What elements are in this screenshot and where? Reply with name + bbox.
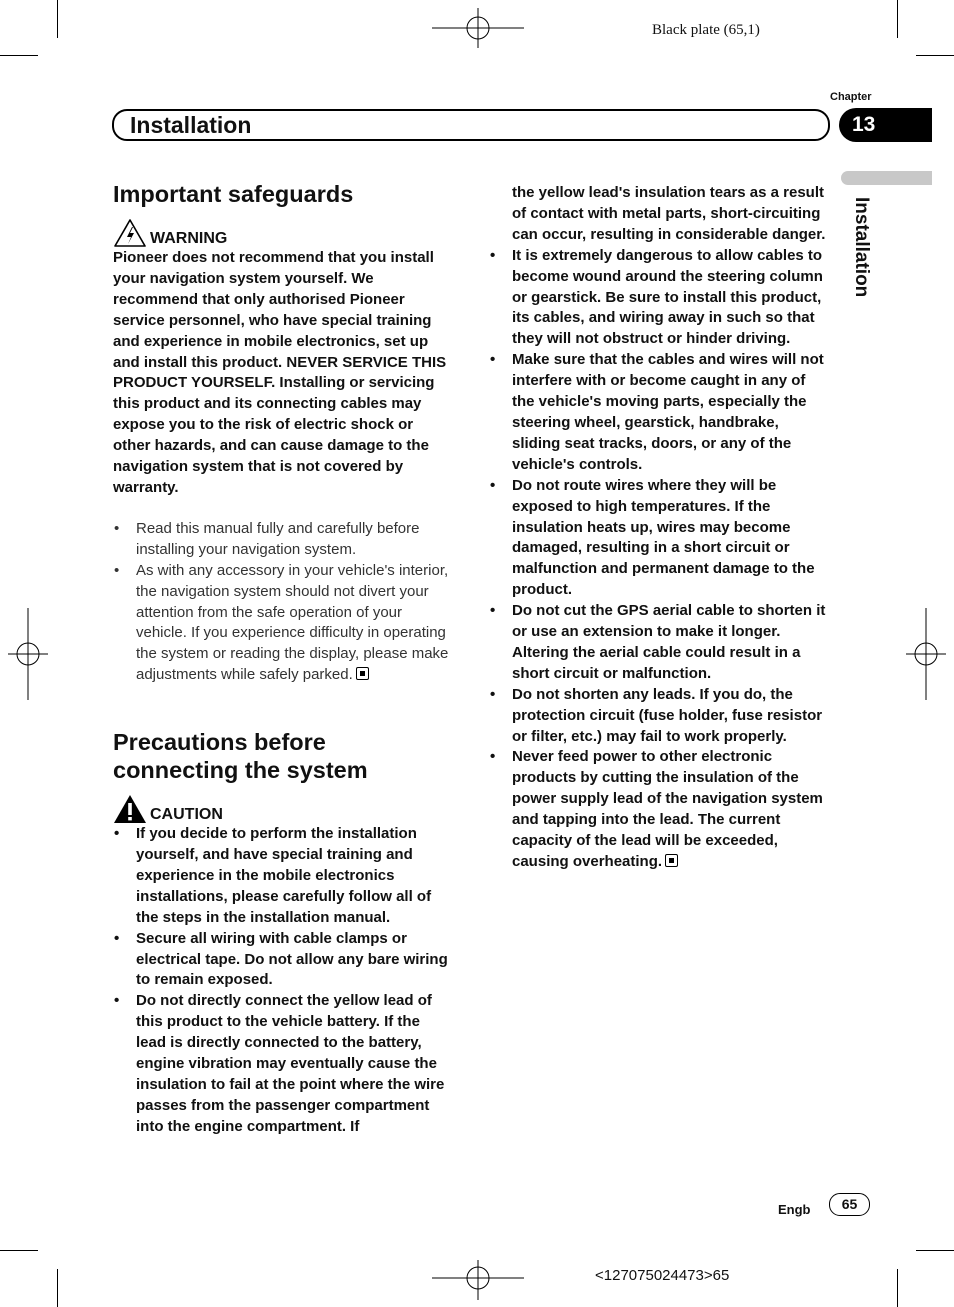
list-item-text: Do not cut the GPS aerial cable to shorten it or use an extension to make it longer. Altering the aerial cable could result in a short circuit or malfunction. [512,602,826,682]
list-item-text: If you decide to perform the installation yourself, and have special training and experience in the mobile electronics installations, please carefully follow all of the steps in the installation manual. [136,825,432,926]
caution-icon [113,794,147,824]
list-item [489,246,831,351]
heading-important-safeguards: Important safeguards [113,181,354,207]
document-code: <127075024473>65 [595,1267,730,1284]
list-item [489,685,831,748]
warning-text-b: NEVER SERVICE THIS PRODUCT YOURSELF. [113,353,447,392]
end-of-section-icon [356,667,369,680]
list-item [113,991,453,1137]
section-title: Installation [130,112,252,138]
page-number: 65 [829,1193,870,1216]
list-item [489,747,831,872]
list-item [489,476,831,601]
side-tab [850,197,872,312]
list-item [113,824,453,929]
heading-precautions: Precautions before connecting the system [113,729,368,784]
caution-header [113,790,453,824]
warning-text-a: Pioneer does not recommend that you install your navigation system yourself. We recommend that only authorised Pioneer service personnel, who have special training and experience in mobile electronics, set up and install this product. [113,249,434,371]
list-item-text: Never feed power to other electronic products by cutting the insulation of the power supply lead of the navigation system and tapping into the lead. The current capacity of the lead will be exceeded, causing overheating. [512,748,823,870]
list-item [489,601,831,685]
warning-text-c: Installing or servicing this product and its connecting cables may expose you to the risk of electric shock or other hazards, and can cause damage to the navigation system that is not covered by warranty. [113,374,435,496]
language-code: Engb [778,1202,811,1217]
list-item-text: As with any accessory in your vehicle's interior, the navigation system should not divert your attention from the safe operation of your vehicle. If you experience difficulty in operating the system or reading the display, please make adjustments while safely parked. [136,561,449,684]
side-tab-bar [841,171,932,185]
registration-mark-bottom [432,1260,524,1300]
right-column [489,183,831,873]
end-of-section-icon [665,854,678,867]
caution-label: CAUTION [150,806,223,824]
plate-info: Black plate (65,1) [652,22,760,38]
warning-text [113,248,453,499]
continued-text: the yellow lead's insulation tears as a result of contact with metal parts, short-circuiting can occur, resulting in considerable danger. [512,184,826,243]
warning-label: WARNING [150,230,228,247]
warning-electric-icon [113,218,147,248]
list-item [113,929,453,992]
caution-list [113,824,453,1138]
safeguard-list [113,519,453,686]
registration-mark-right [906,608,946,700]
section-header [112,109,830,141]
warning-header [113,214,453,248]
list-item-text: Make sure that the cables and wires will not interfere with or become caught in any of the vehicle's moving parts, especially the steering wheel, gearstick, handbrake, sliding seat tracks, doors, or any of the vehicle's controls. [512,351,824,473]
list-item-text: It is extremely dangerous to allow cables to become wound around the steering column or gearstick. Be sure to install this product, its cables, and wiring away in such so that they will not obstruct or hinder driving. [512,246,823,348]
caution-list-continued [489,246,831,873]
registration-mark-left [8,608,48,700]
chapter-number-box [839,108,932,142]
list-item-text: Read this manual fully and carefully before installing your navigation system. [136,519,420,558]
left-column [113,180,453,1138]
list-item-text: Secure all wiring with cable clamps or electrical tape. Do not allow any bare wiring to remain exposed. [136,929,448,989]
list-item-text: Do not directly connect the yellow lead of this product to the vehicle battery. If the lead is directly connected to the battery, engine vibration may eventually cause the insulation to fail at the point where the wire passes from the passenger compartment into the engine compartment. If [136,992,445,1135]
list-item [113,561,453,686]
side-tab-label: Installation [851,197,872,298]
list-item-text: Do not route wires where they will be exposed to high temperatures. If the insulation heats up, wires may become damaged, resulting in a short circuit or malfunction and permanent damage to the product. [512,476,815,599]
list-item-text: Do not shorten any leads. If you do, the protection circuit (fuse holder, fuse resistor or filter, etc.) may fail to work properly. [512,685,823,745]
chapter-label: Chapter [830,91,872,103]
chapter-number: 13 [852,113,876,136]
list-item [489,350,831,475]
registration-mark-top [432,8,524,48]
list-item [113,519,453,561]
